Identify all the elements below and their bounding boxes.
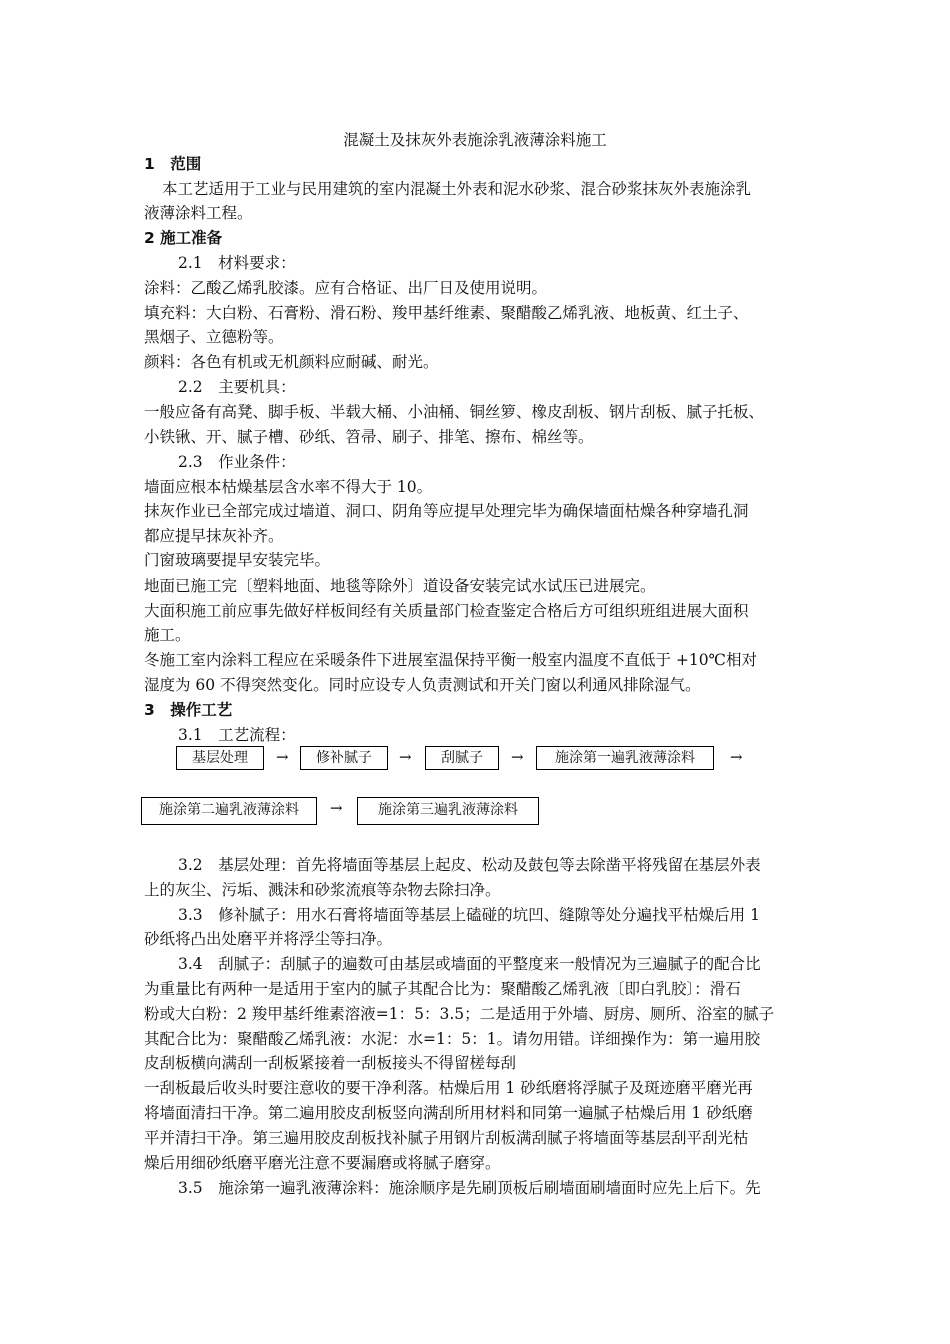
section-3-heading: 3 操作工艺 (144, 701, 233, 719)
procedure-line: 3.4 刮腻子：刮腻子的遍数可由基层或墙面的平整度来一般情况为三遍腻子的配合比 (178, 955, 761, 973)
procedure-line: 为重量比有两种一是适用于室内的腻子其配合比为：聚醋酸乙烯乳液〔即白乳胶〕：滑石 (144, 980, 741, 998)
section-2-heading: 2 施工准备 (144, 229, 223, 247)
flow-arrow: → (330, 799, 343, 817)
procedure-line: 燥后用细砂纸磨平磨光注意不要漏磨或将腻子磨穿。 (144, 1154, 501, 1172)
materials-line: 涂料：乙酸乙烯乳胶漆。应有合格证、出厂日及使用说明。 (144, 279, 548, 297)
procedure-line: 砂纸将凸出处磨平并将浮尘等扫净。 (144, 930, 393, 948)
procedure-line: 3.5 施涂第一遍乳液薄涂料：施涂顺序是先刷顶板后刷墙面刷墙面时应先上后下。先 (178, 1179, 761, 1197)
procedure-line: 皮刮板横向满刮一刮板紧接着一刮板接头不得留槎每刮 (144, 1054, 517, 1072)
procedure-line: 将墙面清扫干净。第二遍用胶皮刮板竖向满刮所用材料和同第一遍腻子枯燥后用 1 砂纸磨 (144, 1104, 753, 1122)
subheading-2-2: 2.2 主要机具： (178, 378, 296, 396)
condition-line: 地面已施工完〔塑料地面、地毯等除外〕道设备安装完试水试压已进展完。 (144, 577, 656, 595)
flow-arrow: → (399, 748, 412, 766)
flow-step-base-treatment: 基层处理 (176, 746, 264, 770)
flow-step-second-coat: 施涂第二遍乳液薄涂料 (141, 797, 317, 825)
procedure-line: 3.2 基层处理：首先将墙面等基层上起皮、松动及鼓包等去除凿平将残留在基层外表 (178, 856, 761, 874)
flow-arrow: → (511, 748, 524, 766)
procedure-line: 一刮板最后收头时要注意收的要干净利落。枯燥后用 1 砂纸磨将浮腻子及斑迹磨平磨光再 (144, 1079, 753, 1097)
condition-line: 抹灰作业已全部完成过墙道、洞口、阴角等应提早处理完毕为确保墙面枯燥各种穿墙孔洞 (144, 502, 749, 520)
flow-step-third-coat: 施涂第三遍乳液薄涂料 (357, 797, 539, 825)
page-title: 混凝土及抹灰外表施涂乳液薄涂料施工 (343, 131, 607, 149)
section-1-line: 本工艺适用于工业与民用建筑的室内混凝土外表和泥水砂浆、混合砂浆抹灰外表施涂乳 (162, 180, 752, 198)
condition-line: 施工。 (144, 626, 191, 644)
procedure-line: 平并清扫干净。第三遍用胶皮刮板找补腻子用钢片刮板满刮腻子将墙面等基层刮平刮光枯 (144, 1129, 749, 1147)
section-1-line: 液薄涂料工程。 (144, 204, 253, 222)
condition-line: 冬施工室内涂料工程应在采暖条件下进展室温保持平衡一般室内温度不直低于 +10℃相对 (144, 651, 757, 669)
flow-step-patch-putty: 修补腻子 (300, 746, 388, 770)
materials-line: 黑烟子、立德粉等。 (144, 328, 284, 346)
procedure-line: 3.3 修补腻子：用水石膏将墙面等基层上磕碰的坑凹、缝隙等处分遍找平枯燥后用 1 (178, 906, 760, 924)
subheading-2-1: 2.1 材料要求： (178, 254, 296, 272)
flow-arrow: → (730, 748, 743, 766)
condition-line: 大面积施工前应事先做好样板间经有关质量部门检查鉴定合格后方可组织班组进展大面积 (144, 602, 749, 620)
subheading-2-3: 2.3 作业条件： (178, 453, 296, 471)
condition-line: 都应提早抹灰补齐。 (144, 527, 284, 545)
section-1-heading: 1 范围 (144, 155, 202, 173)
subheading-3-1: 3.1 工艺流程： (178, 726, 296, 744)
condition-line: 湿度为 60 不得突然变化。同时应设专人负责测试和开关门窗以利通风排除湿气。 (144, 676, 701, 694)
tools-line: 小铁锹、开、腻子槽、砂纸、笤帚、刷子、排笔、擦布、棉丝等。 (144, 428, 594, 446)
materials-line: 颜料：各色有机或无机颜料应耐碱、耐光。 (144, 353, 439, 371)
procedure-line: 其配合比为：聚醋酸乙烯乳液：水泥：水=1：5：1。请勿用错。详细操作为：第一遍用胶 (144, 1030, 761, 1048)
flow-step-scrape-putty: 刮腻子 (425, 746, 499, 770)
materials-line: 填充料：大白粉、石膏粉、滑石粉、羧甲基纤维素、聚醋酸乙烯乳液、地板黄、红土子、 (144, 304, 749, 322)
procedure-line: 粉或大白粉：2 羧甲基纤维素溶液=1：5：3.5；二是适用于外墙、厨房、厕所、浴室的腻子 (144, 1005, 775, 1023)
flow-step-first-coat: 施涂第一遍乳液薄涂料 (536, 746, 714, 770)
procedure-line: 上的灰尘、污垢、溅沫和砂浆流痕等杂物去除扫净。 (144, 881, 501, 899)
condition-line: 门窗玻璃要提早安装完毕。 (144, 551, 331, 569)
condition-line: 墙面应根本枯燥基层含水率不得大于 10。 (144, 478, 433, 496)
tools-line: 一般应备有高凳、脚手板、半载大桶、小油桶、铜丝箩、橡皮刮板、钢片刮板、腻子托板、 (144, 403, 765, 421)
flow-arrow: → (276, 748, 289, 766)
